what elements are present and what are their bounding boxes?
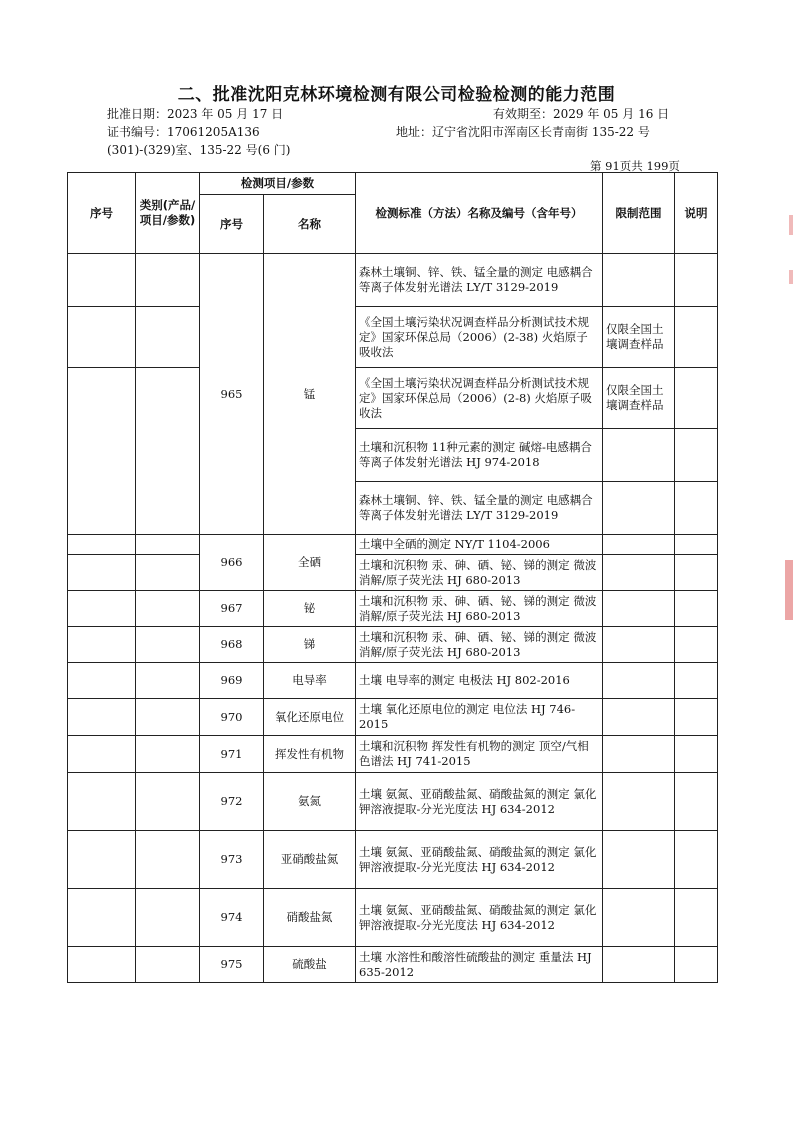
item-seq-cell: 967 (200, 591, 264, 627)
seq-cell (68, 699, 136, 736)
note-cell (675, 831, 718, 889)
note-cell (675, 535, 718, 555)
seq-cell (68, 947, 136, 983)
limit-cell (603, 254, 675, 307)
note-cell (675, 307, 718, 368)
seq-cell (68, 254, 136, 307)
valid-until: 有效期至：2029 年 05 月 16 日 (493, 107, 670, 121)
item-name-cell: 亚硝酸盐氮 (264, 831, 356, 889)
item-seq-cell: 966 (200, 535, 264, 591)
standard-cell: 土壤和沉积物 挥发性有机物的测定 顶空/气相色谱法 HJ 741-2015 (356, 736, 603, 773)
seq-cell (68, 736, 136, 773)
category-cell (136, 307, 200, 368)
header-category: 类别(产品/项目/参数) (136, 173, 200, 254)
category-cell (136, 591, 200, 627)
category-cell (136, 889, 200, 947)
header-item-group: 检测项目/参数 (200, 173, 356, 195)
seq-cell (68, 663, 136, 699)
item-name-cell: 硝酸盐氮 (264, 889, 356, 947)
standard-cell: 土壤 氨氮、亚硝酸盐氮、硝酸盐氮的测定 氯化钾溶液提取-分光光度法 HJ 634-2012 (356, 831, 603, 889)
limit-cell (603, 535, 675, 555)
note-cell (675, 889, 718, 947)
header-limit: 限制范围 (603, 173, 675, 254)
seq-cell (68, 627, 136, 663)
standard-cell: 土壤 电导率的测定 电极法 HJ 802-2016 (356, 663, 603, 699)
seq-cell (68, 773, 136, 831)
item-name-cell: 氨氮 (264, 773, 356, 831)
category-cell (136, 663, 200, 699)
address-continued: (301)-(329)室、135-22 号(6 门) (107, 143, 291, 157)
item-name-cell: 锰 (264, 254, 356, 535)
category-cell (136, 773, 200, 831)
page-title: 二、批准沈阳克林环境检测有限公司检验检测的能力范围 (177, 85, 616, 105)
category-cell (136, 368, 200, 535)
limit-cell (603, 663, 675, 699)
item-name-cell: 全硒 (264, 535, 356, 591)
category-cell (136, 535, 200, 555)
header-seq: 序号 (68, 173, 136, 254)
limit-cell (603, 555, 675, 591)
note-cell (675, 368, 718, 429)
limit-cell (603, 831, 675, 889)
address: 地址：辽宁省沈阳市浑南区长青南街 135-22 号 (396, 125, 650, 139)
standard-cell: 《全国土壤污染状况调查样品分析测试技术规定》国家环保总局（2006）(2-8) 火焰原子吸收法 (356, 368, 603, 429)
item-name-cell: 硫酸盐 (264, 947, 356, 983)
category-cell (136, 699, 200, 736)
limit-cell (603, 699, 675, 736)
category-cell (136, 254, 200, 307)
header-standard: 检测标准（方法）名称及编号（含年号） (356, 173, 603, 254)
standard-cell: 土壤和沉积物 汞、砷、硒、铋、锑的测定 微波消解/原子荧光法 HJ 680-2013 (356, 555, 603, 591)
limit-cell (603, 736, 675, 773)
note-cell (675, 254, 718, 307)
seq-cell (68, 555, 136, 591)
item-name-cell: 电导率 (264, 663, 356, 699)
limit-cell: 仅限全国土壤调查样品 (603, 368, 675, 429)
page-number: 第 91页共 199页 (590, 159, 680, 173)
note-cell (675, 627, 718, 663)
limit-cell (603, 429, 675, 482)
item-seq-cell: 975 (200, 947, 264, 983)
standard-cell: 森林土壤铜、锌、铁、锰全量的测定 电感耦合等离子体发射光谱法 LY/T 3129-2019 (356, 482, 603, 535)
seq-cell (68, 591, 136, 627)
item-name-cell: 铋 (264, 591, 356, 627)
limit-cell (603, 627, 675, 663)
limit-cell (603, 591, 675, 627)
item-name-cell: 氧化还原电位 (264, 699, 356, 736)
note-cell (675, 699, 718, 736)
seq-cell (68, 307, 136, 368)
limit-cell (603, 482, 675, 535)
note-cell (675, 736, 718, 773)
item-seq-cell: 970 (200, 699, 264, 736)
standard-cell: 土壤 氨氮、亚硝酸盐氮、硝酸盐氮的测定 氯化钾溶液提取-分光光度法 HJ 634-2012 (356, 889, 603, 947)
item-seq-cell: 968 (200, 627, 264, 663)
category-cell (136, 831, 200, 889)
category-cell (136, 947, 200, 983)
note-cell (675, 591, 718, 627)
approve-date: 批准日期：2023 年 05 月 17 日 (107, 107, 284, 121)
seal-fragment (789, 270, 793, 284)
category-cell (136, 555, 200, 591)
item-seq-cell: 969 (200, 663, 264, 699)
standard-cell: 土壤和沉积物 汞、砷、硒、铋、锑的测定 微波消解/原子荧光法 HJ 680-2013 (356, 591, 603, 627)
item-seq-cell: 974 (200, 889, 264, 947)
note-cell (675, 429, 718, 482)
note-cell (675, 773, 718, 831)
seq-cell (68, 535, 136, 555)
note-cell (675, 482, 718, 535)
item-seq-cell: 965 (200, 254, 264, 535)
category-cell (136, 627, 200, 663)
cert-number: 证书编号：17061205A136 (107, 125, 260, 139)
seal-fragment (785, 560, 793, 620)
standard-cell: 土壤和沉积物 11种元素的测定 碱熔-电感耦合等离子体发射光谱法 HJ 974-2018 (356, 429, 603, 482)
category-cell (136, 736, 200, 773)
note-cell (675, 663, 718, 699)
standard-cell: 土壤 氧化还原电位的测定 电位法 HJ 746-2015 (356, 699, 603, 736)
seal-fragment (789, 215, 793, 235)
limit-cell (603, 947, 675, 983)
item-seq-cell: 973 (200, 831, 264, 889)
item-name-cell: 锑 (264, 627, 356, 663)
standard-cell: 《全国土壤污染状况调查样品分析测试技术规定》国家环保总局（2006）(2-38) 火焰原子吸收法 (356, 307, 603, 368)
capability-table (67, 172, 718, 983)
note-cell (675, 555, 718, 591)
limit-cell: 仅限全国土壤调查样品 (603, 307, 675, 368)
seq-cell (68, 368, 136, 535)
item-name-cell: 挥发性有机物 (264, 736, 356, 773)
item-seq-cell: 971 (200, 736, 264, 773)
limit-cell (603, 889, 675, 947)
header-item-seq: 序号 (200, 195, 264, 254)
standard-cell: 土壤中全硒的测定 NY/T 1104-2006 (356, 535, 603, 555)
limit-cell (603, 773, 675, 831)
header-note: 说明 (675, 173, 718, 254)
item-seq-cell: 972 (200, 773, 264, 831)
standard-cell: 土壤和沉积物 汞、砷、硒、铋、锑的测定 微波消解/原子荧光法 HJ 680-2013 (356, 627, 603, 663)
header-item-name: 名称 (264, 195, 356, 254)
standard-cell: 土壤 氨氮、亚硝酸盐氮、硝酸盐氮的测定 氯化钾溶液提取-分光光度法 HJ 634-2012 (356, 773, 603, 831)
standard-cell: 土壤 水溶性和酸溶性硫酸盐的测定 重量法 HJ 635-2012 (356, 947, 603, 983)
seq-cell (68, 831, 136, 889)
note-cell (675, 947, 718, 983)
seq-cell (68, 889, 136, 947)
standard-cell: 森林土壤铜、锌、铁、锰全量的测定 电感耦合等离子体发射光谱法 LY/T 3129-2019 (356, 254, 603, 307)
